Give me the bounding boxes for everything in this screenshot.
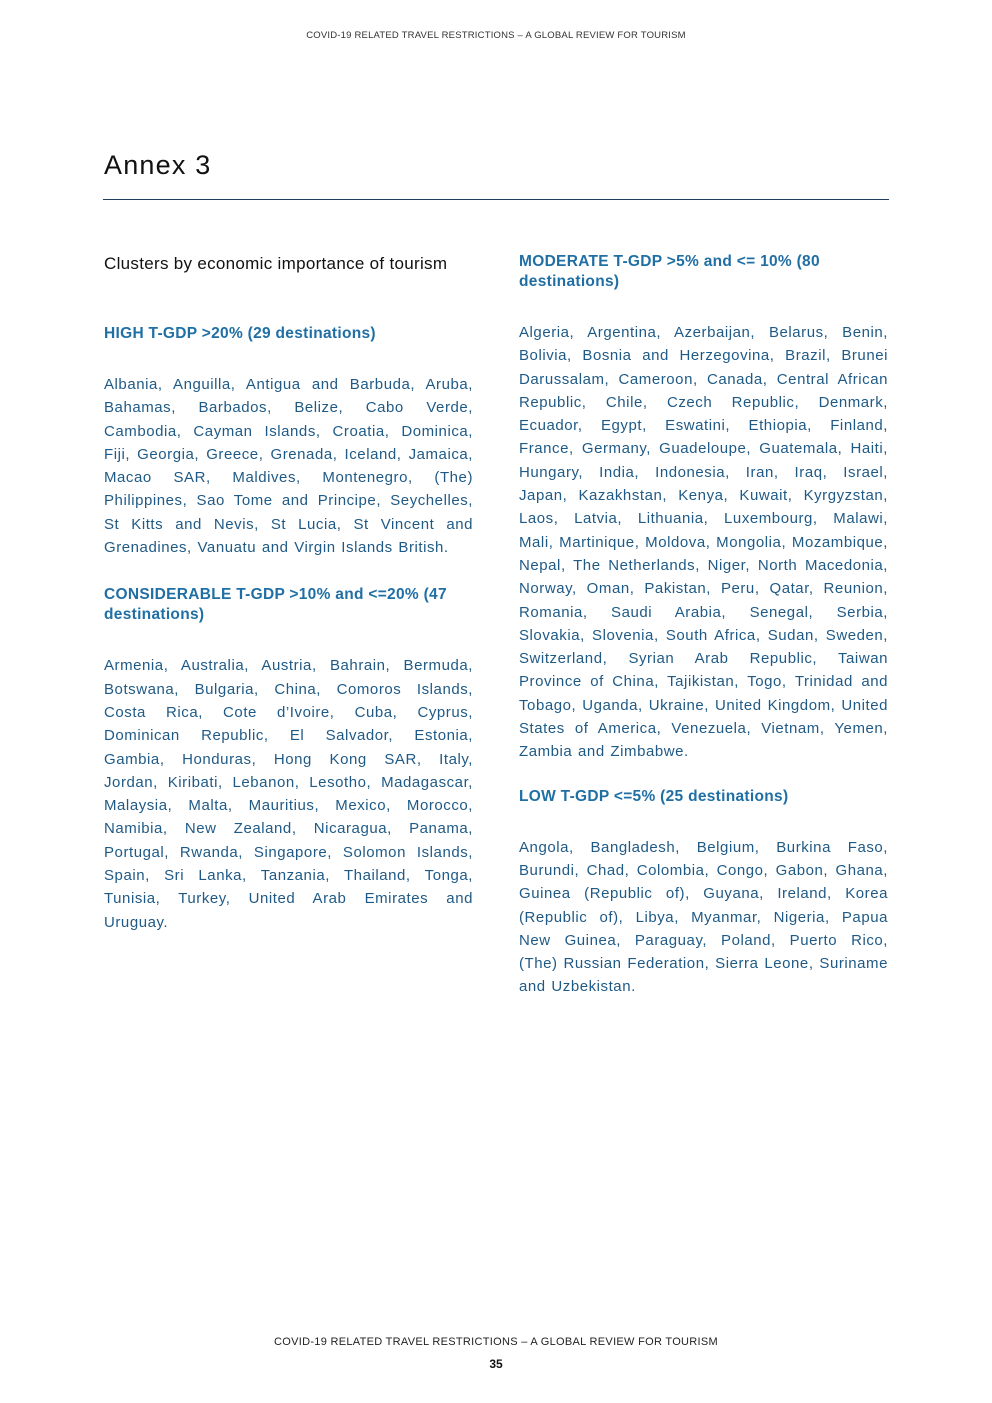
cluster-high-heading: HIGH T-GDP >20% (29 destinations) — [104, 325, 376, 342]
cluster-considerable-heading: CONSIDERABLE T-GDP >10% and <=20% (47 destinations) — [104, 586, 447, 624]
page-number: 35 — [489, 1357, 503, 1371]
page-title: Annex 3 — [104, 150, 212, 180]
cluster-considerable-list: Armenia, Australia, Austria, Bahrain, Bermuda, Botswana, Bulgaria, China, Comoros Islands, Costa Rica, Cote d’Ivoire, Cuba, Cyprus, Dominican Republic, El Salvador, Estonia, Gambia, Honduras, Hong Kong SAR, Italy, Jordan, Kiribati, Lebanon, Lesotho, Madagascar, Malaysia, Malta, Mauritius, Mexico, Morocco, Namibia, New Zealand, Nicaragua, Panama, Portugal, Rwanda, Singapore, Solomon Islands, Spain, Sri Lanka, Tanzania, Thailand, Tonga, Tunisia, Turkey, United Arab Emirates and Uruguay. — [104, 657, 473, 931]
section-intro-heading: Clusters by economic importance of tourism — [104, 254, 448, 273]
running-footer: COVID-19 RELATED TRAVEL RESTRICTIONS – A GLOBAL REVIEW FOR TOURISM — [273, 1336, 718, 1348]
cluster-moderate-list: Algeria, Argentina, Azerbaijan, Belarus, Benin, Bolivia, Bosnia and Herzegovina, Brazil, Brunei Darussalam, Cameroon, Canada, Central African Republic, Chile, Czech Republic, Denmark, Ecuador, Egypt, Eswatini, Ethiopia, Finland, France, Germany, Guadeloupe, Guatemala, Haiti, Hungary, India, Indonesia, Iran, Iraq, Israel, Japan, Kazakhstan, Kenya, Kuwait, Kyrgyzstan, Laos, Latvia, Lithuania, Luxembourg, Malawi, Mali, Martinique, Moldova, Mongolia, Mozambique, Nepal, The Netherlands, Niger, North Macedonia, Norway, Oman, Pakistan, Peru, Qatar, Reunion, Romania, Saudi Arabia, Senegal, Serbia, Slovakia, Slovenia, South Africa, Sudan, Sweden, Switzerland, Syrian Arab Republic, Taiwan Province of China, Tajikistan, Togo, Trinidad and Tobago, Uganda, Ukraine, United Kingdom, United States of America, Venezuela, Vietnam, Yemen, Zambia and Zimbabwe. — [519, 324, 888, 761]
title-divider — [103, 199, 889, 200]
running-header: COVID-19 RELATED TRAVEL RESTRICTIONS – A GLOBAL REVIEW FOR TOURISM — [306, 30, 686, 41]
cluster-low-heading: LOW T-GDP <=5% (25 destinations) — [519, 787, 789, 805]
cluster-low-list: Angola, Bangladesh, Belgium, Burkina Faso, Burundi, Chad, Colombia, Congo, Gabon, Ghana, Guinea (Republic of), Guyana, Ireland, Korea (Republic of), Libya, Myanmar, Nigeria, Papua New Guinea, Paraguay, Poland, Puerto Rico, (The) Russian Federation, Sierra Leone, Suriname and Uzbekistan. — [519, 838, 888, 996]
left-column — [104, 252, 473, 957]
cluster-high-list: Albania, Anguilla, Antigua and Barbuda, Aruba, Bahamas, Barbados, Belize, Cabo Verde, Cambodia, Cayman Islands, Croatia, Dominica, Fiji, Georgia, Greece, Grenada, Iceland, Jamaica, Macao SAR, Maldives, Montenegro, (The) Philippines, Sao Tome and Principe, Seychelles, St Kitts and Nevis, St Lucia, St Vincent and Grenadines, Vanuatu and Virgin Islands British. — [104, 376, 473, 557]
cluster-moderate-heading: MODERATE T-GDP >5% and <= 10% (80 destinations) — [519, 253, 820, 290]
right-column — [519, 252, 888, 1022]
